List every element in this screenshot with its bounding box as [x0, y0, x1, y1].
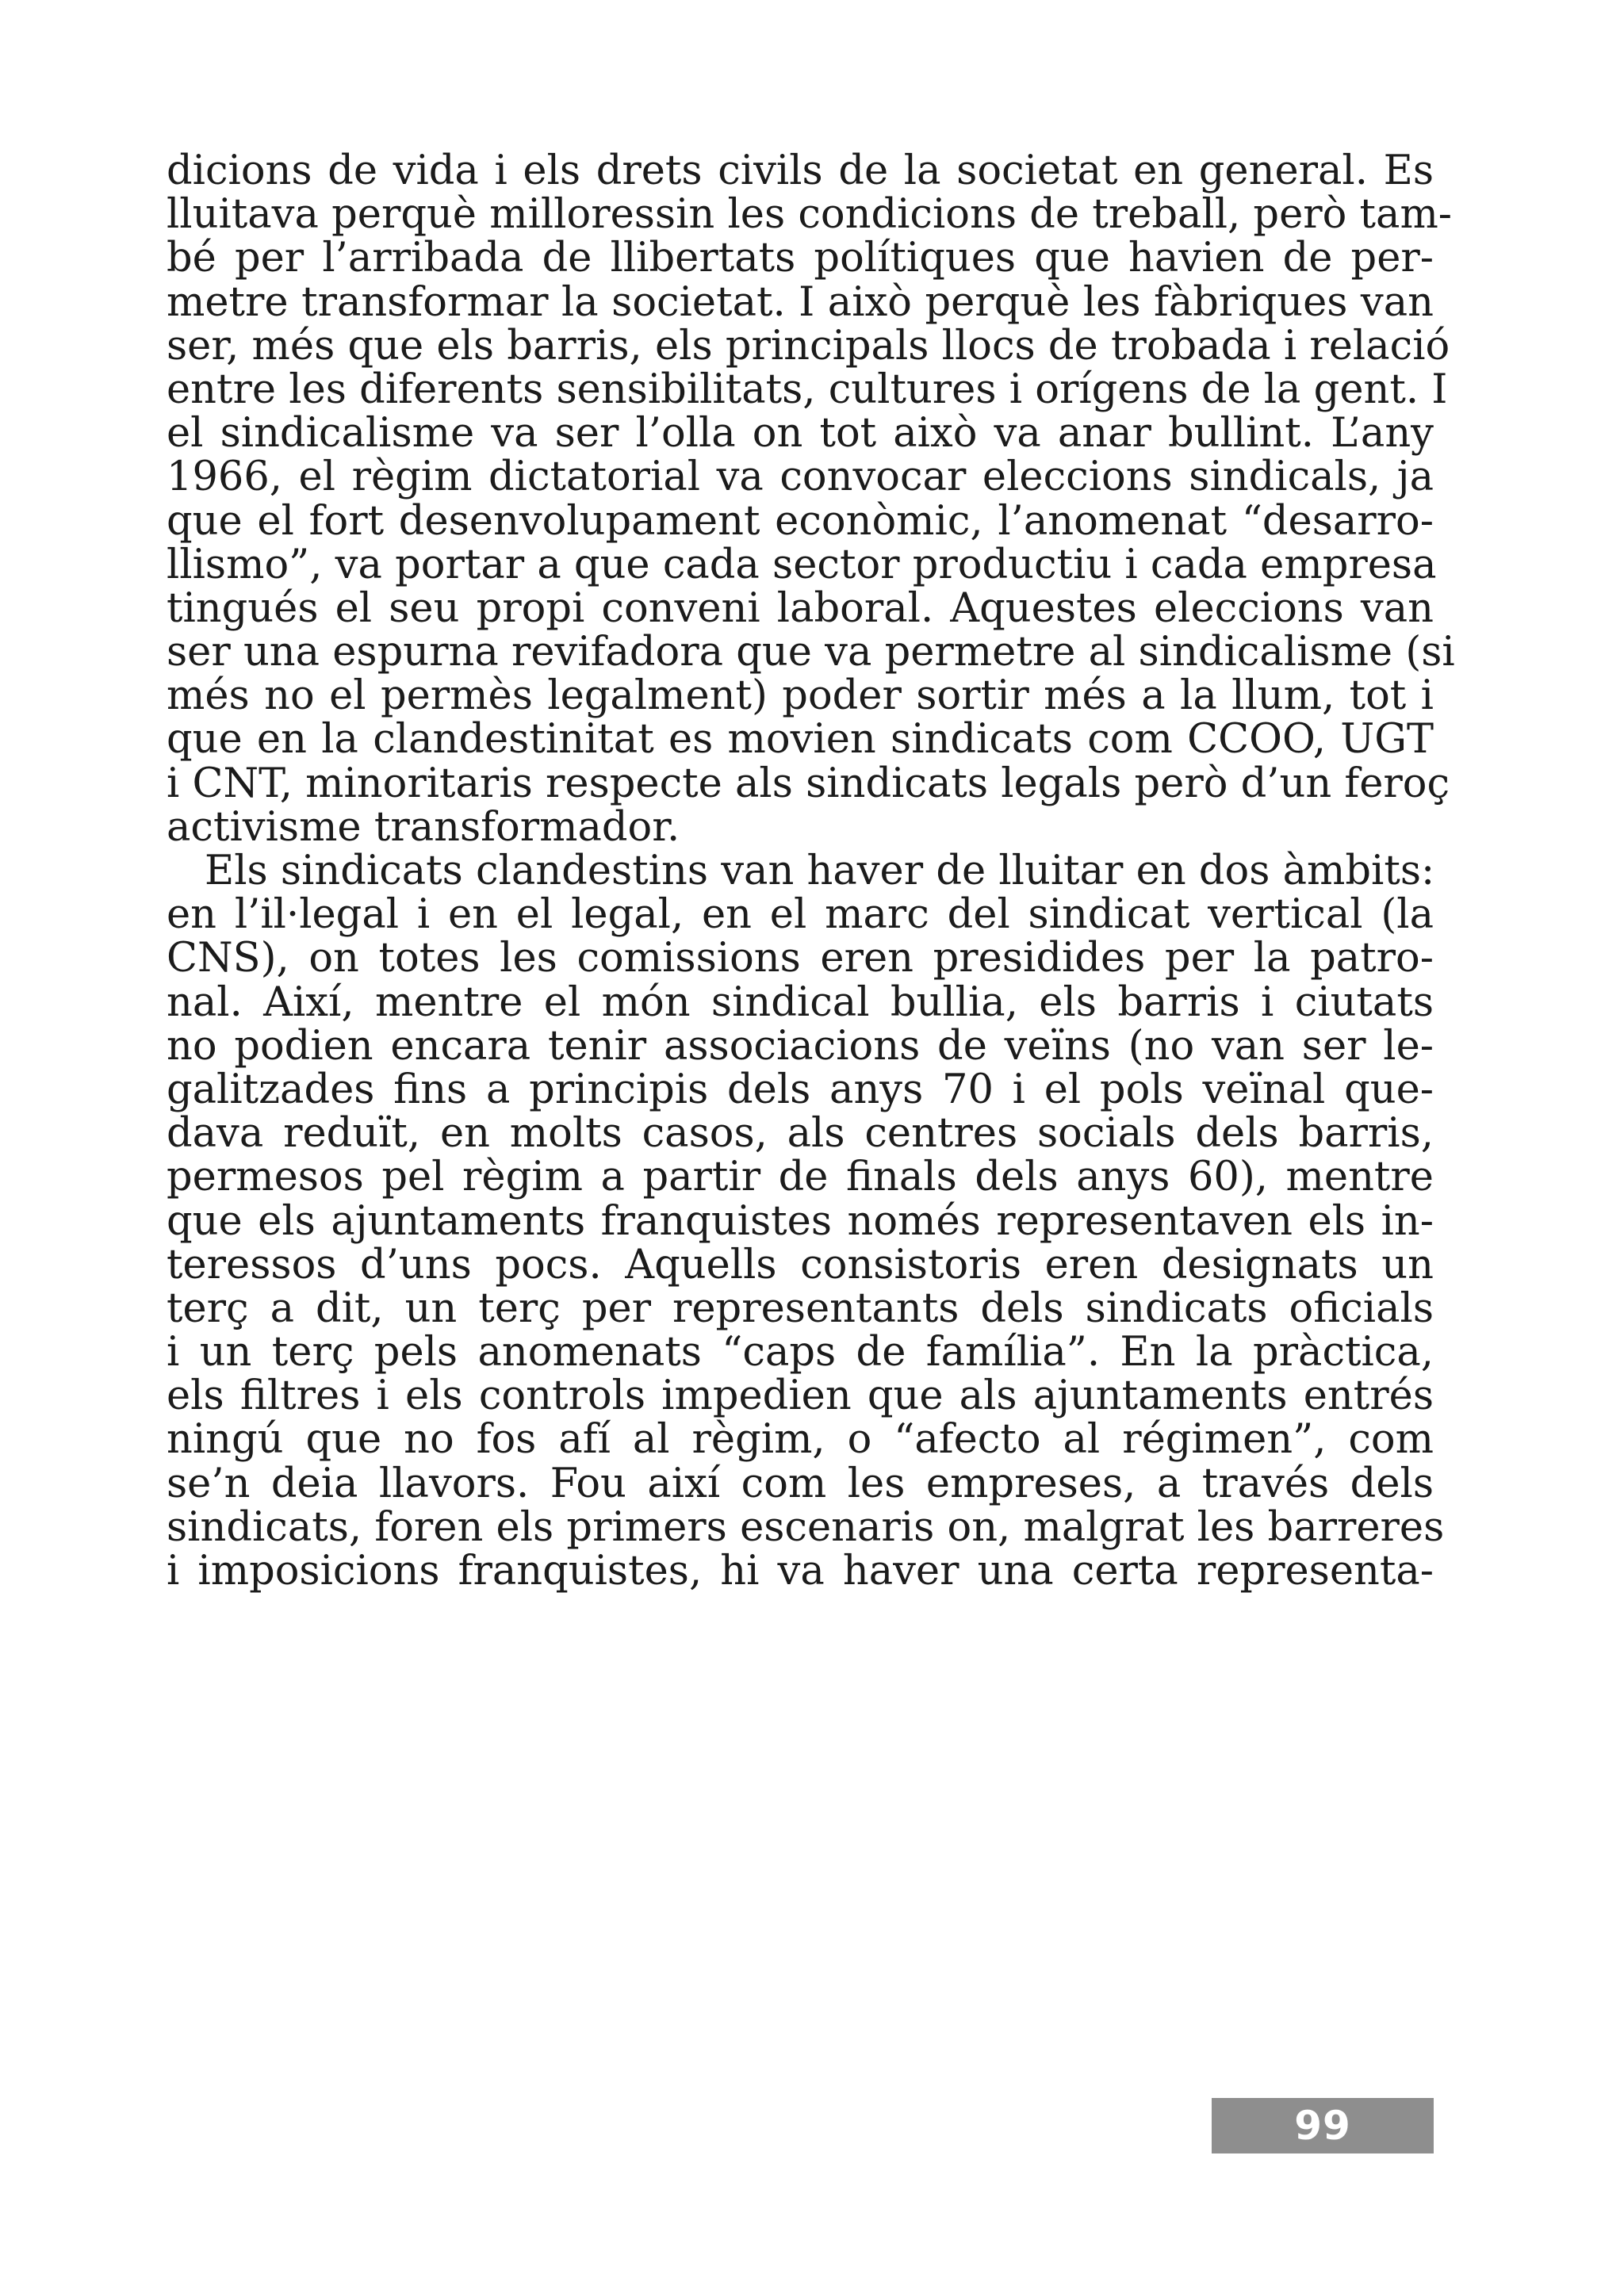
text-line: activisme transformador.	[167, 803, 680, 851]
text-line: entre les diferents sensibilitats, cultures i orígens de la gent. I	[167, 366, 1448, 413]
text-line: nal. Així, mentre el món sindical bullia, els barris i ciutats	[167, 978, 1434, 1026]
page-number: 99	[1294, 2103, 1351, 2149]
text-line: 1966, el règim dictatorial va convocar eleccions sindicals, ja	[167, 454, 1434, 501]
text-line: bé per l’arribada de llibertats polítiques que havien de per-	[167, 235, 1434, 282]
text-line: i un terç pels anomenats “caps de família”. En la pràctica,	[167, 1329, 1434, 1376]
text-line: tingués el seu propi conveni laboral. Aquestes eleccions van	[167, 584, 1434, 632]
text-line: i CNT, minoritaris respecte als sindicats legals però d’un feroç	[167, 760, 1450, 807]
paragraph	[167, 147, 1455, 851]
text-line: i imposicions franquistes, hi va haver una certa representa-	[167, 1548, 1434, 1594]
text-line: el sindicalisme va ser l’olla on tot això va anar bullint. L’any	[167, 410, 1434, 457]
text-line: més no el permès legalment) poder sortir més a la llum, tot i	[167, 672, 1434, 720]
text-line: no podien encara tenir associacions de veïns (no van ser le-	[167, 1022, 1434, 1070]
text-line: que en la clandestinitat es movien sindicats com CCOO, UGT	[167, 716, 1434, 764]
text-line: se’n deia llavors. Fou així com les empreses, a través dels	[167, 1460, 1434, 1507]
page-number-tab	[1212, 2098, 1434, 2153]
text-line: Els sindicats clandestins van haver de lluitar en dos àmbits:	[205, 848, 1435, 894]
text-line: els filtres i els controls impedien que als ajuntaments entrés	[167, 1372, 1434, 1420]
text-line: ser, més que els barris, els principals llocs de trobada i relació	[167, 322, 1450, 369]
text-line: permesos pel règim a partir de finals dels anys 60), mentre	[167, 1154, 1434, 1201]
text-line: dicions de vida i els drets civils de la societat en general. Es	[167, 147, 1434, 194]
text-line: sindicats, foren els primers escenaris on, malgrat les barreres	[167, 1503, 1445, 1551]
text-line: que el fort desenvolupament econòmic, l’anomenat “desarro-	[167, 497, 1434, 545]
text-line: dava reduït, en molts casos, als centres socials dels barris,	[167, 1110, 1434, 1158]
text-line: metre transformar la societat. I això perquè les fàbriques van	[167, 278, 1434, 326]
paragraph	[167, 848, 1445, 1594]
text-line: terç a dit, un terç per representants dels sindicats oficials	[167, 1284, 1434, 1332]
text-line: en l’il·legal i en el legal, en el marc del sindicat vertical (la	[167, 891, 1434, 939]
text-line: teressos d’uns pocs. Aquells consistoris eren designats un	[167, 1241, 1434, 1288]
text-line: ser una espurna revifadora que va permetre al sindicalisme (si	[167, 629, 1455, 676]
text-line: ningú que no fos afí al règim, o “afecto al régimen”, com	[167, 1416, 1434, 1464]
text-line: lluitava perquè milloressin les condicions de treball, però tam-	[167, 191, 1453, 239]
text-line: galitzades fins a principis dels anys 70 i el pols veïnal que-	[167, 1066, 1434, 1113]
text-line: CNS), on totes les comissions eren presidides per la patro-	[167, 935, 1434, 982]
text-line: llismo”, va portar a que cada sector productiu i cada empresa	[167, 541, 1437, 588]
text-line: que els ajuntaments franquistes només representaven els in-	[167, 1197, 1434, 1245]
body-text	[167, 147, 1455, 1594]
